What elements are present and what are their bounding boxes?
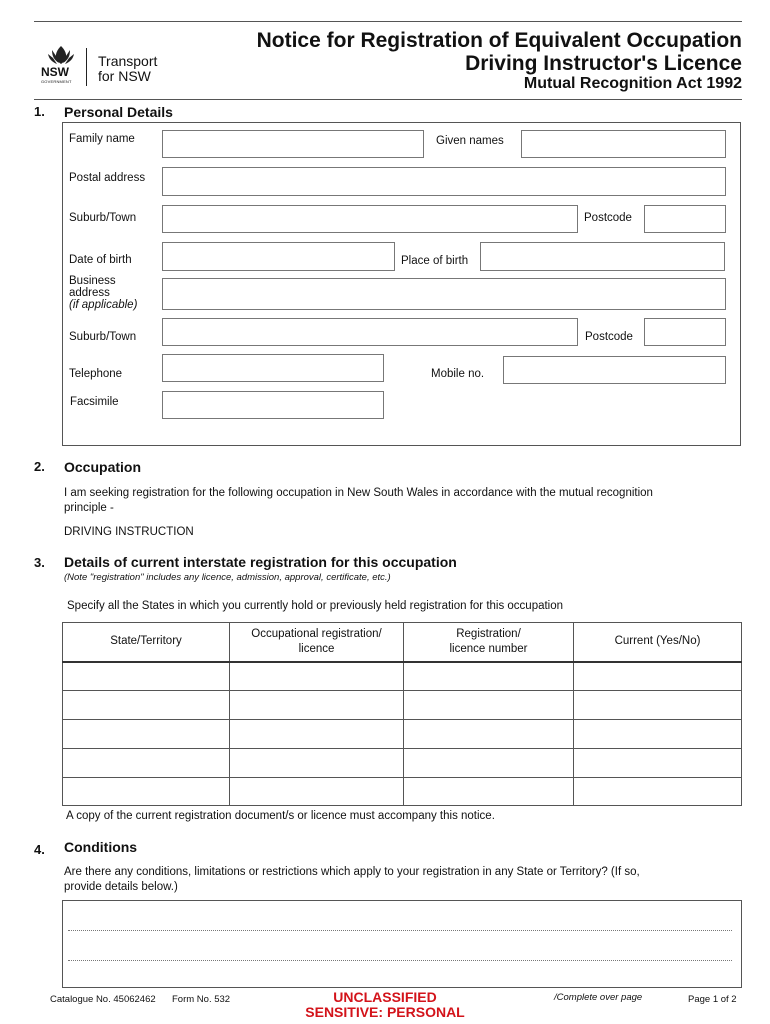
form-number: Form No. 532 — [172, 994, 231, 1005]
column-header — [404, 623, 574, 662]
table-row — [63, 749, 742, 778]
classification-line2: SENSITIVE: PERSONAL — [305, 1004, 465, 1020]
conditions-text — [64, 865, 744, 895]
place-of-birth-field[interactable] — [480, 242, 725, 271]
table-row — [63, 720, 742, 749]
facsimile-field[interactable] — [162, 391, 384, 419]
col-num-l2: licence number — [449, 642, 528, 655]
registration-table — [62, 622, 742, 806]
conditions-line — [68, 930, 732, 931]
table-cell[interactable] — [230, 720, 404, 749]
occupation-text — [64, 486, 653, 516]
date-of-birth-field[interactable] — [162, 242, 395, 271]
business-address-field[interactable] — [162, 278, 726, 310]
table-cell[interactable] — [574, 749, 742, 778]
header-rule — [34, 99, 742, 100]
section2-number: 2. — [34, 459, 45, 474]
table-cell[interactable] — [63, 749, 230, 778]
occupation-text-l1: I am seeking registration for the following occupation in New South Wales in accordance with the mutual recognition — [64, 487, 653, 499]
table-cell[interactable] — [574, 720, 742, 749]
table-row — [63, 662, 742, 691]
form-subtitle: Mutual Recognition Act 1992 — [523, 75, 742, 92]
page-number: Page 1 of 2 — [688, 994, 737, 1005]
section3-instruction: Specify all the States in which you currently hold or previously held registration for this occupation — [67, 600, 564, 612]
conditions-box[interactable] — [62, 900, 742, 988]
business-address-label-l2: address — [69, 287, 110, 299]
section1-number: 1. — [34, 104, 45, 119]
suburb-town-2-field[interactable] — [162, 318, 578, 346]
postal-address-field[interactable] — [162, 167, 726, 196]
table-cell[interactable] — [230, 691, 404, 720]
business-address-label — [69, 275, 137, 311]
logo-divider — [86, 48, 87, 86]
occupation-text-l2: principle - — [64, 502, 114, 514]
table-cell[interactable] — [404, 662, 574, 691]
col-occ-l1: Occupational registration/ — [251, 627, 382, 640]
column-header — [230, 623, 404, 662]
section4-title: Conditions — [64, 839, 138, 855]
given-names-field[interactable] — [521, 130, 726, 158]
form-title-line1: Notice for Registration of Equivalent Occupation — [256, 29, 742, 52]
section3-title: Details of current interstate registration for this occupation — [64, 554, 457, 570]
business-address-label-l1: Business — [69, 275, 116, 287]
facsimile-label: Facsimile — [70, 396, 119, 408]
copy-note: A copy of the current registration document/s or licence must accompany this notice. — [66, 810, 495, 822]
section3-note: (Note "registration" includes any licence, admission, approval, certificate, etc.) — [64, 572, 391, 583]
table-cell[interactable] — [63, 691, 230, 720]
table-cell[interactable] — [404, 691, 574, 720]
table-cell[interactable] — [404, 778, 574, 806]
family-name-label: Family name — [69, 133, 135, 145]
logo-brand-line1: Transport — [98, 53, 158, 69]
section2-title: Occupation — [64, 459, 142, 475]
suburb-town-2-label: Suburb/Town — [69, 331, 137, 343]
telephone-field[interactable] — [162, 354, 384, 382]
table-cell[interactable] — [63, 778, 230, 806]
complete-over-page: /Complete over page — [554, 992, 643, 1003]
col-state-l1: State/Territory — [110, 635, 182, 648]
occupation-value: DRIVING INSTRUCTION — [64, 526, 194, 538]
section4-number: 4. — [34, 842, 45, 857]
table-header-row — [63, 623, 742, 662]
suburb-town-label: Suburb/Town — [69, 212, 137, 224]
top-rule — [34, 21, 742, 22]
postcode-2-label: Postcode — [585, 331, 633, 343]
mobile-label: Mobile no. — [431, 368, 485, 380]
catalogue-number: Catalogue No. 45062462 — [50, 994, 156, 1005]
logo-brand-line2: for NSW — [98, 68, 151, 84]
table-cell[interactable] — [574, 778, 742, 806]
business-address-label-l3: (if applicable) — [69, 299, 138, 311]
section1-title: Personal Details — [64, 104, 173, 120]
postcode-field[interactable] — [644, 205, 726, 233]
waratah-icon — [46, 44, 76, 66]
table-cell[interactable] — [404, 720, 574, 749]
column-header — [63, 623, 230, 662]
table-row — [63, 691, 742, 720]
section3-number: 3. — [34, 555, 45, 570]
table-cell[interactable] — [230, 749, 404, 778]
date-of-birth-label: Date of birth — [69, 254, 132, 266]
col-num-l1: Registration/ — [456, 627, 521, 640]
logo-nsw-text: NSW — [41, 65, 69, 79]
telephone-label: Telephone — [69, 368, 123, 380]
table-cell[interactable] — [404, 749, 574, 778]
col-occ-l2: licence — [298, 642, 335, 655]
form-title-line2: Driving Instructor's Licence — [465, 52, 742, 75]
conditions-text-l1: Are there any conditions, limitations or restrictions which apply to your registration in any State or Territory? (If so, — [64, 866, 640, 878]
family-name-field[interactable] — [162, 130, 424, 158]
classification-line1: UNCLASSIFIED — [333, 989, 437, 1005]
conditions-line — [68, 960, 732, 961]
logo-government-text: GOVERNMENT — [41, 79, 72, 84]
postcode-2-field[interactable] — [644, 318, 726, 346]
suburb-town-field[interactable] — [162, 205, 578, 233]
place-of-birth-label: Place of birth — [401, 255, 469, 267]
table-cell[interactable] — [574, 662, 742, 691]
table-cell[interactable] — [63, 662, 230, 691]
conditions-text-l2: provide details below.) — [64, 881, 178, 893]
classification-label — [290, 990, 480, 1020]
column-header — [574, 623, 742, 662]
table-cell[interactable] — [230, 778, 404, 806]
table-cell[interactable] — [574, 691, 742, 720]
postal-address-label: Postal address — [69, 172, 146, 184]
mobile-field[interactable] — [503, 356, 726, 384]
table-cell[interactable] — [63, 720, 230, 749]
given-names-label: Given names — [436, 135, 504, 147]
transport-for-nsw-logo — [40, 44, 180, 88]
table-row — [63, 778, 742, 806]
postcode-label: Postcode — [584, 212, 632, 224]
table-cell[interactable] — [230, 662, 404, 691]
col-current-l1: Current (Yes/No) — [614, 635, 701, 648]
